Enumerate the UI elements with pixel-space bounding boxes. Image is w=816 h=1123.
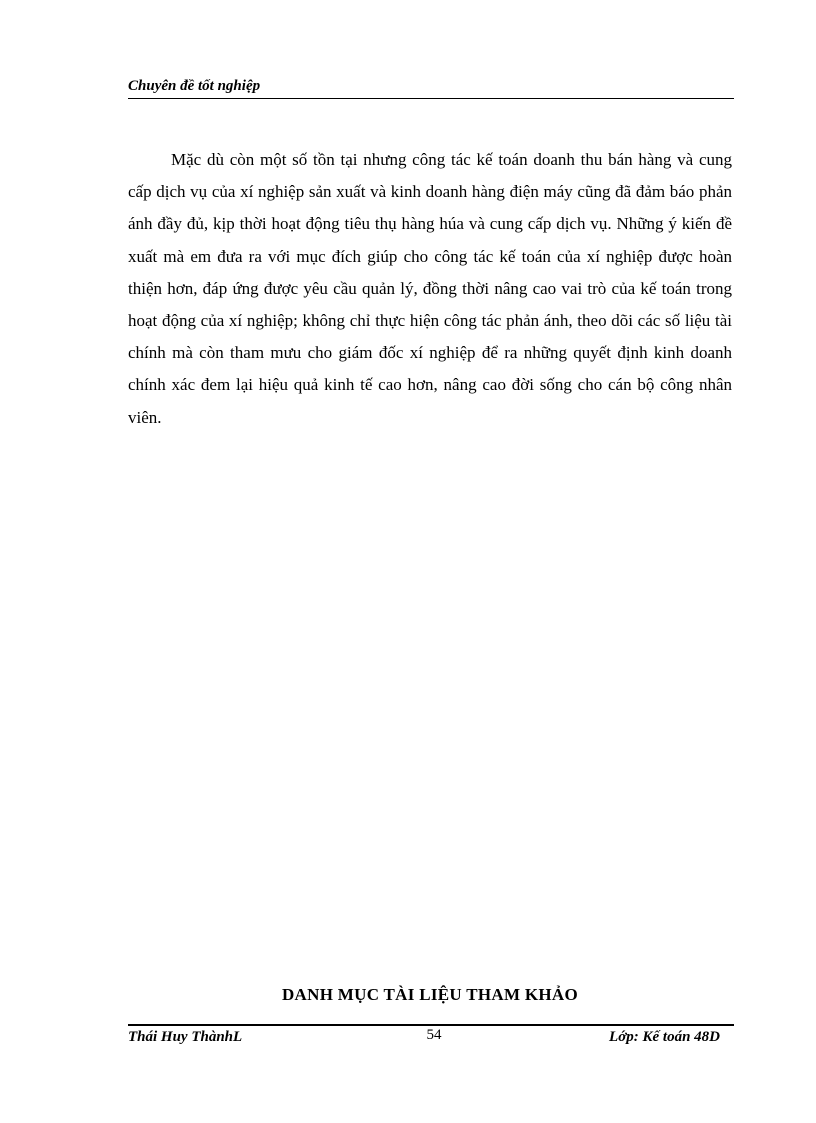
page-number: 54 [426,1027,442,1043]
body-paragraph: Mặc dù còn một số tồn tại nhưng công tác kế toán doanh thu bán hàng và cung cấp dịch vụ của xí nghiệp sản xuất và kinh doanh hàng điện máy cũng đã đảm báo phản ánh đầy đủ, kịp thời hoạt động tiêu thụ hàng húa và cung cấp dịch vụ. Những ý kiến đề xuất mà em đưa ra với mục đích giúp cho công tác kế toán của xí nghiệp được hoàn thiện hơn, đáp ứng được yêu cầu quản lý, đồng thời nâng cao vai trò của kế toán trong hoạt động của xí nghiệp; không chỉ thực hiện công tác phản ánh, theo dõi các số liệu tài chính mà còn tham mưu cho giám đốc xí nghiệp để ra những quyết định kinh doanh chính xác đem lại hiệu quả kinh tế cao hơn, nâng cao đời sống cho cán bộ công nhân viên. [128,150,732,427]
page-header [128,76,734,99]
references-heading: DANH MỤC TÀI LIỆU THAM KHẢO [281,985,579,1004]
footer-class: Lớp: Kế toán 48D [609,1029,720,1045]
footer-author: Thái Huy ThànhL [128,1029,243,1045]
header-title: Chuyên đề tốt nghiệp [128,78,261,94]
